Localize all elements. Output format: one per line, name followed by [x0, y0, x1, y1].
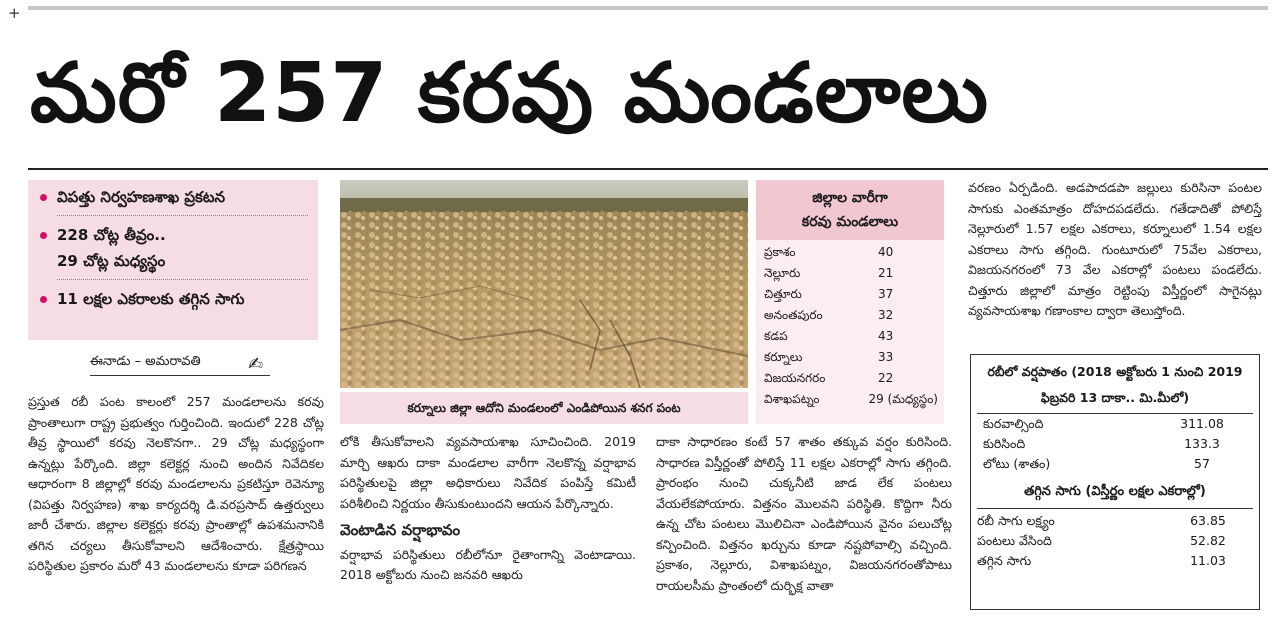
- pen-icon: ✍: [248, 354, 264, 375]
- dry-field-photo: [340, 180, 748, 388]
- table-row: [756, 347, 944, 368]
- rainfall-value: 311.08: [1180, 416, 1224, 431]
- headline: మరో 257 కరవు మండలాలు: [30, 46, 990, 141]
- top-rule: [28, 6, 1268, 10]
- table-row: [971, 531, 1259, 551]
- article-column-4: వరణం ఏర్పడింది. అడపాదడపా జల్లులు కురిసినా పంటల సాగుకు ఎంతమాత్రం దోహదపడలేదు. గతేడాదితో పోలిస్తే నెల్లూరులో 1.57 లక్షల ఎకరాలు, కర్నూలులో 1.54 లక్షల ఎకరాలు సాగు తగ్గింది. గుంటూరులో 75వేల ఎకరాలు, విజయనగరంలో 73 వేల ఎకరాల్లో పంటలు పండలేదు. చిత్తూరు జిల్లాలో మాత్రం రెట్టింపు విస్తీర్ణంలో సాగైనట్లు వ్యవసాయశాఖ గణాంకాల ద్వారా తెలుస్తోంది.: [968, 180, 1262, 318]
- district-table-title-line1: జిల్లాల వారీగా: [812, 190, 888, 206]
- highlight-continuation: 29 చోట్ల మధ్యస్థం: [57, 252, 166, 270]
- table-row: [977, 454, 1253, 474]
- rainfall-value: 133.3: [1184, 436, 1220, 451]
- district-count: 33: [878, 350, 894, 364]
- highlight-item: [40, 222, 308, 248]
- district-count: 32: [878, 308, 894, 322]
- highlight-text: విపత్తు నిర్వహణశాఖ ప్రకటన: [57, 188, 225, 206]
- highlight-text: 228 చోట్ల తీవ్రం..: [57, 226, 166, 244]
- bullet-dot-icon: [40, 194, 47, 201]
- cultivation-subtitle: తగ్గిన సాగు (విస్తీర్ణం లక్షల ఎకరాల్లో): [1024, 484, 1206, 499]
- table-row: [977, 434, 1253, 454]
- district-name: అనంతపురం: [764, 308, 823, 322]
- cultivation-label: తగ్గిన సాగు: [977, 553, 1032, 568]
- district-name: విజయనగరం: [764, 371, 826, 385]
- rainfall-box-title: రబీలో వర్షపాతం (2018 అక్టోబరు 1 నుంచి 2019 ఫిబ్రవరి 13 దాకా.. మి.మీలో): [987, 364, 1243, 405]
- district-name: ప్రకాశం: [764, 245, 796, 259]
- table-row: [756, 389, 944, 410]
- table-row: [756, 368, 944, 389]
- article-paragraph: వర్షాభావ పరిస్థితులు రబీలోనూ రైతాంగాన్ని వెంటాడాయి. 2018 అక్టోబరు నుంచి జనవరి ఆఖరు: [340, 546, 636, 582]
- highlight-divider: [57, 279, 308, 280]
- byline: ఈనాడు – అమరావతి: [90, 354, 270, 376]
- district-count: 29 (మధ్యస్థం): [868, 392, 938, 406]
- district-table-title-line2: కరవు మండలాలు: [801, 214, 899, 230]
- district-name: నెల్లూరు: [764, 266, 801, 280]
- rainfall-label: కురవాల్సింది: [983, 416, 1044, 431]
- district-table: [756, 180, 944, 424]
- rainfall-label: లోటు (శాతం): [983, 456, 1051, 471]
- bullet-dot-icon: [40, 296, 47, 303]
- district-name: చిత్తూరు: [764, 287, 802, 301]
- table-row: [756, 326, 944, 347]
- page-corner-mark: +: [8, 4, 21, 22]
- district-count: 21: [878, 266, 894, 280]
- cultivation-value: 52.82: [1190, 533, 1226, 548]
- article-paragraph: లోకి తీసుకోవాలని వ్యవసాయశాఖ సూచించింది. 2019 మార్చి ఆఖరు దాకా మండలాల వారీగా నెలకొన్న వర్షాభావ పరిస్థితులపై జిల్లా అధికారులు నివేదిక పంపిస్తే కమిటీ పరిశీలించి నిర్ణయం తీసుకుంటుందని ఆయన పేర్కొన్నారు.: [340, 434, 636, 511]
- table-row: [977, 414, 1253, 434]
- bullet-dot-icon: [40, 232, 47, 239]
- district-name: కర్నూలు: [764, 350, 803, 364]
- highlight-item: [40, 286, 308, 312]
- headline-separator: [28, 168, 1268, 170]
- table-row: [971, 551, 1259, 571]
- photo-caption: కర్నూలు జిల్లా ఆదోని మండలంలో ఎండిపోయిన శనగ పంట: [340, 392, 748, 424]
- article-subhead: వెంటాడిన వర్షాభావం: [340, 521, 461, 539]
- district-count: 22: [878, 371, 894, 385]
- table-row: [971, 511, 1259, 531]
- rainfall-label: కురిసింది: [983, 436, 1026, 451]
- cultivation-label: రబీ సాగు లక్ష్యం: [977, 513, 1055, 528]
- rainfall-value: 57: [1194, 456, 1210, 471]
- district-count: 43: [878, 329, 894, 343]
- district-name: విశాఖపట్నం: [764, 392, 820, 406]
- rainfall-table: [977, 413, 1253, 474]
- table-row: [756, 263, 944, 284]
- highlights-box: [28, 180, 318, 340]
- highlight-item: [40, 184, 308, 210]
- highlight-text: 11 లక్షల ఎకరాలకు తగ్గిన సాగు: [57, 290, 245, 308]
- district-count: 37: [878, 287, 894, 301]
- highlight-divider: [57, 215, 308, 216]
- article-column-2: [340, 432, 636, 586]
- district-table-header: [756, 180, 944, 240]
- article-column-1: ప్రస్తుత రబీ పంట కాలంలో 257 మండలాలను కరవు ప్రాంతాలుగా రాష్ట్ర ప్రభుత్వం గుర్తించింది. ఇందులో 228 చోట్ల తీవ్ర స్థాయిలో కరవు నెలకొనగా.. 29 చోట్ల మధ్యస్థంగా ఉన్నట్లు పేర్కొంది. జిల్లా కలెక్టర్ల నుంచి అందిన నివేదికల ఆధారంగా 8 జిల్లాల్లో కరవు మండలాలను ప్రకటిస్తూ రెవెన్యూ (విపత్తు నిర్వహణ) శాఖ కార్యదర్శి డి.వరప్రసాద్ ఉత్తర్వులు జారీ చేశారు. జిల్లాల కలెక్టర్లు కరవు ప్రాంతాల్లో ఉపశమనానికి తగిన చర్యలు తీసుకోవాలని ఆదేశించారు. క్షేత్రస్థాయి పరిస్థితుల ప్రకారం మరో 43 మండలాలను కూడా పరిగణన: [28, 394, 324, 573]
- table-row: [756, 242, 944, 263]
- cultivation-value: 11.03: [1190, 553, 1226, 568]
- article-column-3: దాకా సాధారణం కంటే 57 శాతం తక్కువ వర్షం కురిసింది. సాధారణ విస్తీర్ణంతో పోలిస్తే 11 లక్షల ఎకరాల్లో సాగు తగ్గింది. ప్రారంభం నుంచి చుక్కనీటి జాడ లేక పంటలు వేయలేకపోయారు. విత్తనం మొలవని పరిస్థితి. కొద్దిగా నీరు ఉన్న చోట పంటలు మొలిచినా ఎండిపోయిన వైనం పలుచోట్ల కన్పించింది. విత్తనం ఖర్చును కూడా నష్టపోవాల్సి వచ్చింది. ప్రకాశం, నెల్లూరు, విశాఖపట్నం, విజయనగరంతోపాటు రాయలసీమ ప్రాంతంలో దుర్భిక్ష వాతా: [656, 434, 952, 593]
- district-name: కడప: [764, 329, 788, 343]
- cultivation-value: 63.85: [1190, 513, 1226, 528]
- cultivation-label: పంటలు వేసింది: [977, 533, 1052, 548]
- rainfall-box: [970, 354, 1260, 610]
- district-count: 40: [878, 245, 894, 259]
- table-row: [756, 284, 944, 305]
- table-row: [756, 305, 944, 326]
